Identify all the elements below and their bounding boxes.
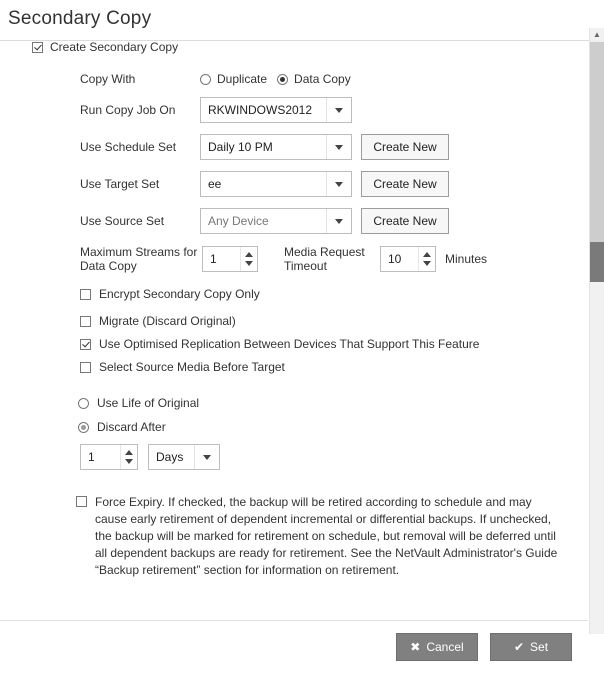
scroll-track-upper[interactable]: [590, 42, 604, 242]
radio-use-life-of-original[interactable]: [78, 396, 588, 410]
option-label: Select Source Media Before Target: [99, 360, 285, 374]
use-target-set-row: [80, 171, 588, 197]
use-source-set-row: [80, 208, 588, 234]
use-schedule-set-label: Use Schedule Set: [80, 140, 177, 154]
set-label: Set: [530, 640, 549, 654]
use-target-set-value: ee: [208, 177, 222, 191]
check-icon: ✔: [513, 640, 525, 654]
option-label: Use Optimised Replication Between Devices That Support This Feature: [99, 337, 480, 351]
use-source-set-value: Any Device: [208, 214, 269, 228]
stepper-up-icon[interactable]: [125, 450, 133, 455]
media-request-timeout-stepper[interactable]: [380, 246, 436, 272]
use-schedule-set-row: [80, 134, 588, 160]
max-streams-label: Maximum Streams for Data Copy: [80, 245, 198, 273]
option-select-source-media-before-target[interactable]: [80, 360, 588, 374]
copy-with-row: [80, 72, 588, 86]
cancel-button[interactable]: [396, 633, 478, 661]
checkbox-box[interactable]: [80, 289, 91, 300]
option-label: Migrate (Discard Original): [99, 314, 236, 328]
force-expiry-option[interactable]: [76, 494, 566, 579]
chevron-down-icon[interactable]: [194, 445, 219, 469]
radio-duplicate-label: Duplicate: [217, 72, 268, 86]
run-copy-job-on-row: [80, 97, 588, 123]
vertical-scrollbar[interactable]: [589, 28, 604, 634]
option-label: Encrypt Secondary Copy Only: [99, 287, 260, 301]
discard-after-amount-value[interactable]: 1: [88, 450, 95, 464]
stepper-down-icon[interactable]: [423, 261, 431, 266]
run-copy-job-on-label: Run Copy Job On: [80, 103, 176, 117]
stepper-buttons[interactable]: [240, 247, 257, 271]
chevron-down-icon[interactable]: [326, 98, 351, 122]
checkbox-box[interactable]: [80, 316, 91, 327]
use-target-set-label: Use Target Set: [80, 177, 160, 191]
radio-discard-after[interactable]: [78, 420, 588, 434]
scroll-up-icon[interactable]: ▲: [590, 28, 604, 42]
stepper-down-icon[interactable]: [125, 459, 133, 464]
create-new-schedule-set-button[interactable]: Create New: [361, 134, 449, 160]
create-new-target-set-button[interactable]: Create New: [361, 171, 449, 197]
radio-use-life-of-original-dot[interactable]: [78, 398, 89, 409]
radio-duplicate-dot[interactable]: [200, 74, 211, 85]
use-schedule-set-value: Daily 10 PM: [208, 140, 273, 154]
discard-after-controls: [80, 444, 588, 470]
radio-discard-after-label: Discard After: [97, 420, 166, 434]
stepper-up-icon[interactable]: [423, 252, 431, 257]
option-migrate-discard-original[interactable]: [80, 314, 588, 328]
dialog-footer: [0, 620, 588, 674]
checkbox-box[interactable]: [80, 362, 91, 373]
stepper-up-icon[interactable]: [245, 252, 253, 257]
copy-with-radio-group[interactable]: [200, 72, 351, 86]
radio-duplicate[interactable]: [200, 72, 267, 86]
option-encrypt-secondary-copy[interactable]: [80, 287, 588, 301]
discard-after-unit-value: Days: [156, 450, 184, 464]
dialog-content: [0, 40, 588, 654]
discard-after-amount-stepper[interactable]: [80, 444, 138, 470]
secondary-copy-form: [80, 72, 588, 273]
option-use-optimised-replication[interactable]: [80, 337, 588, 351]
discard-after-unit-select[interactable]: [148, 444, 220, 470]
chevron-down-icon[interactable]: [326, 172, 351, 196]
create-secondary-copy-checkbox[interactable]: [32, 40, 588, 54]
stepper-buttons[interactable]: [418, 247, 435, 271]
use-source-set-label: Use Source Set: [80, 214, 165, 228]
set-button[interactable]: [490, 633, 572, 661]
cancel-label: Cancel: [426, 640, 464, 654]
max-streams-stepper[interactable]: [202, 246, 258, 272]
stepper-buttons[interactable]: [120, 445, 137, 469]
close-icon: ✖: [410, 640, 421, 654]
media-request-timeout-value[interactable]: 10: [388, 252, 402, 266]
radio-discard-after-dot[interactable]: [78, 422, 89, 433]
copy-with-label: Copy With: [80, 72, 136, 86]
use-target-set-select[interactable]: [200, 171, 352, 197]
create-new-source-set-button[interactable]: Create New: [361, 208, 449, 234]
run-copy-job-on-value: RKWINDOWS2012: [208, 103, 313, 117]
radio-use-life-of-original-label: Use Life of Original: [97, 396, 200, 410]
retention-group: [78, 396, 588, 470]
use-schedule-set-select[interactable]: [200, 134, 352, 160]
stepper-down-icon[interactable]: [245, 261, 253, 266]
max-streams-value[interactable]: 1: [210, 252, 217, 266]
scroll-thumb[interactable]: [590, 242, 604, 282]
radio-data-copy[interactable]: [277, 72, 351, 86]
run-copy-job-on-select[interactable]: [200, 97, 352, 123]
chevron-down-icon[interactable]: [326, 135, 351, 159]
checkbox-box[interactable]: [80, 339, 91, 350]
radio-data-copy-label: Data Copy: [294, 72, 351, 86]
checkbox-box[interactable]: [76, 496, 87, 507]
checkbox-box[interactable]: [32, 42, 43, 53]
page-title: Secondary Copy: [8, 8, 152, 29]
media-request-timeout-label: Media Request Timeout: [284, 245, 365, 273]
options-group: [80, 287, 588, 374]
streams-timeout-row: [80, 245, 588, 273]
radio-data-copy-dot[interactable]: [277, 74, 288, 85]
create-secondary-copy-label: Create Secondary Copy: [50, 40, 179, 54]
minutes-label: Minutes: [445, 252, 488, 266]
use-source-set-select[interactable]: [200, 208, 352, 234]
force-expiry-text: Force Expiry. If checked, the backup will be retired according to schedule and may cause early retirement of dependent incremental or differential backups. If unchecked, the backup will be marked for retirement on schedule, but removal will be deferred until all dependent backups are ready for retirement. See the NetVault Administrator's Guide “Backup retirement” section for information on retirement.: [95, 495, 558, 577]
chevron-down-icon[interactable]: [326, 209, 351, 233]
